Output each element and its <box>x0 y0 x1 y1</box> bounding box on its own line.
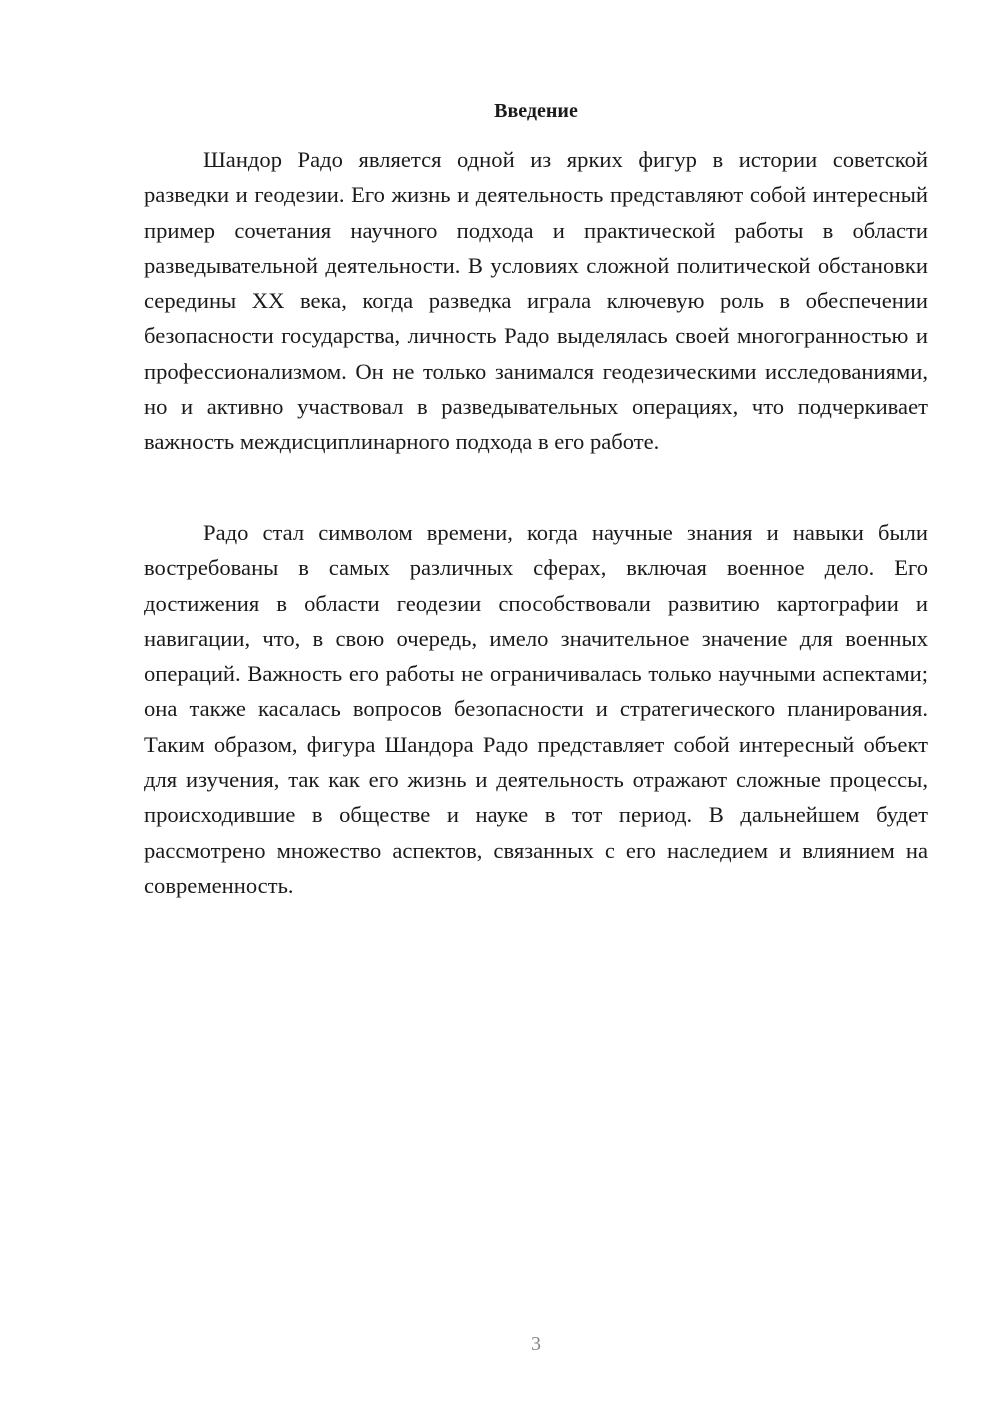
page-number: 3 <box>531 1333 541 1355</box>
paragraph-1 <box>144 142 928 460</box>
paragraph-text: Радо стал символом времени, когда научные знания и навыки были востребованы в самых различных сферах, включая военное дело. Его достижения в области геодезии способствовали развитию картографии и навигации, что, в свою очередь, имело значительное значение для военных операций. Важность его работы не ограничивалась только научными аспектами; она также касалась вопросов безопасности и стратегического планирования. Таким образом, фигура Шандора Радо представляет собой интересный объект для изучения, так как его жизнь и деятельность отражают сложные процессы, происходившие в обществе и науке в тот период. В дальнейшем будет рассмотрено множество аспектов, связанных с его наследием и влиянием на современность. <box>144 520 928 898</box>
paragraph-text: Шандор Радо является одной из ярких фигур в истории советской разведки и геодезии. Его жизнь и деятельность представляют собой интересный пример сочетания научного подхода и практической работы в области разведывательной деятельности. В условиях сложной политической обстановки середины XX века, когда разведка играла ключевую роль в обеспечении безопасности государства, личность Радо выделялась своей многогранностью и профессионализмом. Он не только занимался геодезическими исследованиями, но и активно участвовал в разведывательных операциях, что подчеркивает важность междисциплинарного подхода в его работе. <box>144 147 928 455</box>
paragraph-2 <box>144 515 928 903</box>
section-heading: Введение <box>494 100 578 122</box>
